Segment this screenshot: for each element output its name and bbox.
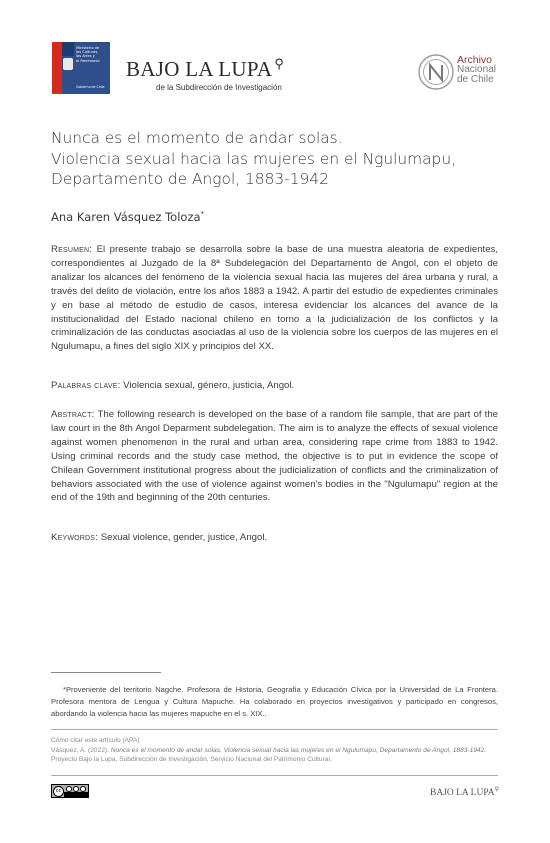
citation-reference — [51, 746, 498, 764]
keywords-text: Sexual violence, gender, justice, Angol. — [100, 532, 268, 543]
abstract-label: Abstract: — [51, 409, 95, 420]
footnote-marker[interactable]: * — [200, 210, 205, 219]
footer-divider — [51, 775, 498, 776]
archive-line: Nacional — [457, 64, 496, 75]
coat-of-arms-icon — [63, 58, 73, 70]
archive-line: de Chile — [457, 74, 494, 85]
resumen-paragraph — [51, 243, 498, 354]
citation-heading: Cómo citar este artículo (APA) — [51, 737, 140, 744]
keywords-label: Keywords: — [51, 532, 99, 543]
license-strip — [64, 792, 89, 798]
ministry-name — [76, 46, 110, 63]
citation-title: Nunca es el momento de andar solas. Violencia sexual hacia las mujeres en el Ngulumapu, Departamento de Angol, 1883-1942. — [110, 747, 487, 754]
citation-publisher: Proyecto Bajo la Lupa, Subdirección de Investigación, Servicio Nacional del Patrimonio Cultural. — [51, 756, 332, 763]
citation-author-year: Vásquez, A. (2022). — [51, 747, 109, 754]
article-title — [51, 128, 511, 190]
government-logo — [52, 42, 110, 94]
magnifier-icon: ⚲ — [494, 787, 499, 793]
citation-divider — [51, 729, 498, 730]
archive-line: Archivo — [457, 54, 493, 66]
palabras-clave-label: Palabras clave: — [51, 380, 121, 391]
flag-red-bar — [52, 42, 62, 94]
cc-circle-icon: cc — [53, 786, 64, 797]
title-line: Nunca es el momento de andar solas. — [51, 129, 343, 147]
author-footnote: *Proveniente del territorio Nagche. Profesora de Historia, Geografía y Educación Cívica por la Universidad de La Frontera. Profesora mentora de Lengua y Cultura Mapuche. Ha colaborado en proyectos investigativos y participado en congresos, abordando la violencia hacia las mujeres mapuche en el s. XIX.. — [51, 685, 498, 718]
ministry-line: las Artes y — [76, 54, 95, 59]
author-name — [51, 210, 204, 224]
keywords-paragraph — [51, 531, 498, 545]
page-header — [0, 0, 550, 110]
brand-title — [126, 56, 284, 82]
ministry-line: Ministerio de — [76, 46, 100, 50]
abstract-text: The following research is developed on the base of a random file sample, that are part of the law court in the 8th Angol Deparment subdelegation. The aim is to analyze the effects of sexual violence against women phenomenon in the rural and urban area, considering rape crime from 1883 to 1942. Using criminal records and the study case method, the objective is to put in evidence the scope of Chilean Government institutional progress about the judicialization of conflicts and the criminalization of behaviors associated with the use of violence against women's bodies in the "Ngulumapu" region at the end of the 19th and beginning of the 20th centuries. — [51, 409, 498, 504]
magnifier-icon: ⚲ — [274, 56, 285, 71]
resumen-label: Resumen: — [51, 244, 93, 255]
government-footer: Gobierno de Chile — [76, 85, 105, 89]
footer-brand — [430, 786, 499, 798]
brand-title-text: BAJO LA LUPA — [126, 57, 273, 81]
ministry-line: el Patrimonio — [76, 58, 100, 63]
brand-subtitle: de la Subdirección de Investigación — [156, 83, 282, 92]
title-line: Departamento de Angol, 1883-1942 — [51, 170, 329, 188]
footer-brand-text: BAJO LA LUPA — [430, 788, 495, 799]
creative-commons-icon[interactable] — [51, 784, 89, 798]
author-text: Ana Karen Vásquez Toloza — [51, 210, 201, 224]
flag-blue-square — [62, 42, 74, 56]
title-line: Violencia sexual hacia las mujeres en el Ngulumapu, — [51, 149, 456, 168]
footnote-divider — [51, 672, 161, 673]
palabras-clave-text: Violencia sexual, género, justicia, Angol. — [123, 380, 295, 391]
archive-name — [457, 55, 496, 85]
archive-seal-icon — [418, 54, 454, 90]
abstract-paragraph — [51, 408, 498, 505]
ministry-line: las Culturas, — [76, 50, 99, 55]
resumen-text: El presente trabajo se desarrolla sobre la base de una muestra aleatoria de expedientes, correspondientes al Juzgado de la 8ª Subdelegación del Departamento de Angol, con el objeto de analizar los alcances del fenómeno de la violencia sexual hacia las mujeres del área urbana y rural, a través del delito de violación, entre los años 1883 a 1942. A partir del estudio de expedientes criminales y en base al método de estudio de casos, interesa evidenciar los alcances del avance de la institucionalidad del Estado nacional chileno en torno a la judicialización de los conflictos y la criminalización de las conductas asociadas al uso de la violencia sobre los cuerpos de las mujeres en el Ngulumapu, a fines del siglo XIX y principios del XX. — [51, 244, 498, 353]
palabras-clave-paragraph — [51, 379, 498, 393]
